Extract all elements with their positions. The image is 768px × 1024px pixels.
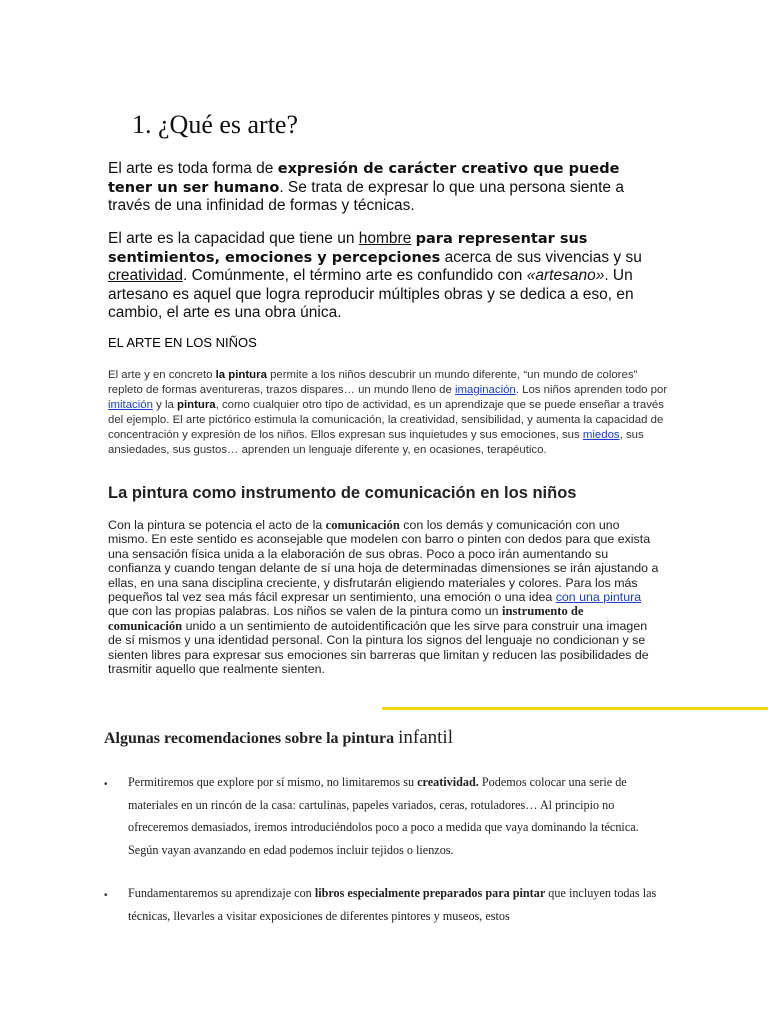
intro-paragraph xyxy=(108,160,668,216)
list-item xyxy=(128,882,668,927)
link-miedos[interactable]: miedos xyxy=(582,429,620,441)
section-heading-pintura: La pintura como instrumento de comunicación en los niños xyxy=(108,484,577,502)
definition-paragraph xyxy=(108,230,668,323)
underlined-link-creatividad[interactable]: creatividad xyxy=(108,267,183,284)
bullet-icon: • xyxy=(104,779,108,790)
text: Con la pintura se potencia el acto de la xyxy=(108,518,326,532)
text: con los demás y comunicación con uno mismo. En este sentido es aconsejable que modelen con barro o pinten con dedos para que exista una sensación física unida a la elaboración de sus obras. Poco a poco irán aumentando su confianza y cuando tengan delante de sí una hoja de determinadas dimensiones se irán ajustando a ellas, en una sana disciplina creciente, y disfrutarán eligiendo materiales y colores. Para los más pequeños tal vez sea más fácil expresar un sentimiento, una emoción o una idea xyxy=(108,518,659,605)
text: , sus ansiedades, sus gustos… aprenden un lenguaje diferente y, en ocasiones, terapéutico. xyxy=(108,429,644,456)
bullet-icon: • xyxy=(104,890,108,901)
bold-text: instrumento de comunicación xyxy=(108,604,584,633)
text: Fundamentaremos su aprendizaje con xyxy=(128,886,315,900)
section-heading-ninos: EL ARTE EN LOS NIÑOS xyxy=(108,335,257,350)
italic-text: «artesano» xyxy=(526,267,605,284)
text: permite a los niños descubrir un mundo diferente, “un mundo de colores” repleto de formas aventureras, trazos dispares… un mundo lleno de xyxy=(108,369,638,396)
heading-normal-part: infantil xyxy=(398,727,453,748)
link-con-una-pintura[interactable]: con una pintura xyxy=(555,590,642,605)
list-item xyxy=(128,771,668,861)
bold-text: expresión de carácter creativo que puede tener un ser humano xyxy=(108,161,620,196)
heading-bold-part: Algunas recomendaciones sobre la pintura xyxy=(104,730,399,747)
section-heading-recomendaciones xyxy=(104,727,453,749)
text: que con las propias palabras. Los niños se valen de la pintura como un xyxy=(108,604,502,619)
text: El arte y en concreto xyxy=(108,369,216,381)
text: acerca de sus vivencias y su xyxy=(440,248,642,266)
bold-text: la pintura xyxy=(215,369,267,381)
bold-text: creatividad. xyxy=(417,775,479,789)
ninos-paragraph xyxy=(108,368,668,458)
pintura-paragraph xyxy=(108,518,660,676)
text: que incluyen todas las técnicas, llevarles a visitar exposiciones de diferentes pintores y museos, estos xyxy=(128,886,657,923)
text: . Se trata de expresar lo que una persona siente a través de una infinidad de formas y técnicas. xyxy=(108,178,624,214)
text: El arte es toda forma de xyxy=(108,160,278,177)
text: y la xyxy=(152,399,178,411)
text: unido a un sentimiento de autoidentificación que les sirve para construir una imagen de sí mismos y una identidad personal. Con la pintura los signos del lenguaje no condicionan y se sienten libres para expresar sus emociones sin barreras que limitan y reducen las posibilidades de trasmitir aquello que realmente sienten. xyxy=(108,618,649,677)
bold-text: pintura xyxy=(177,399,216,411)
page-title: 1. ¿Qué es arte? xyxy=(132,110,299,139)
underlined-link-hombre[interactable]: hombre xyxy=(358,230,412,247)
link-imaginacion[interactable]: imaginación xyxy=(454,384,516,396)
link-imitacion[interactable]: imitación xyxy=(108,399,153,411)
text: Permitiremos que explore por sí mismo, no limitaremos su xyxy=(128,775,418,789)
text: , como cualquier otro tipo de actividad, es un aprendizaje que se puede enseñar a través del ejemplo. El arte pictórico estimula la comunicación, la creatividad, sensibilidad, y aumenta la capacidad de concentración y expresión de los niños. Ellos expresan sus inquietudes y sus emociones, sus xyxy=(108,399,664,441)
bold-text: comunicación xyxy=(325,518,400,532)
text: El arte es la capacidad que tiene un xyxy=(108,230,359,247)
bold-text: libros especialmente preparados para pintar xyxy=(314,886,546,900)
text: Podemos colocar una serie de materiales en un rincón de la casa: cartulinas, papeles variados, ceras, rotuladores… Al principio no ofreceremos demasiados, iremos introduciéndolos poco a poco a medida que vaya dominando la técnica. Según vayan avanzando en edad podemos incluir tejidos o lienzos. xyxy=(128,775,639,857)
text: . Los niños aprenden todo por xyxy=(515,384,668,396)
accent-divider xyxy=(382,707,768,710)
text: . Un artesano es aquel que logra reproducir múltiples obras y se dedica a eso, en cambio, el arte es una obra única. xyxy=(108,267,634,321)
bold-text: para representar sus sentimientos, emociones y percepciones xyxy=(108,231,588,266)
text: . Comúnmente, el término arte es confundido con xyxy=(182,267,527,284)
